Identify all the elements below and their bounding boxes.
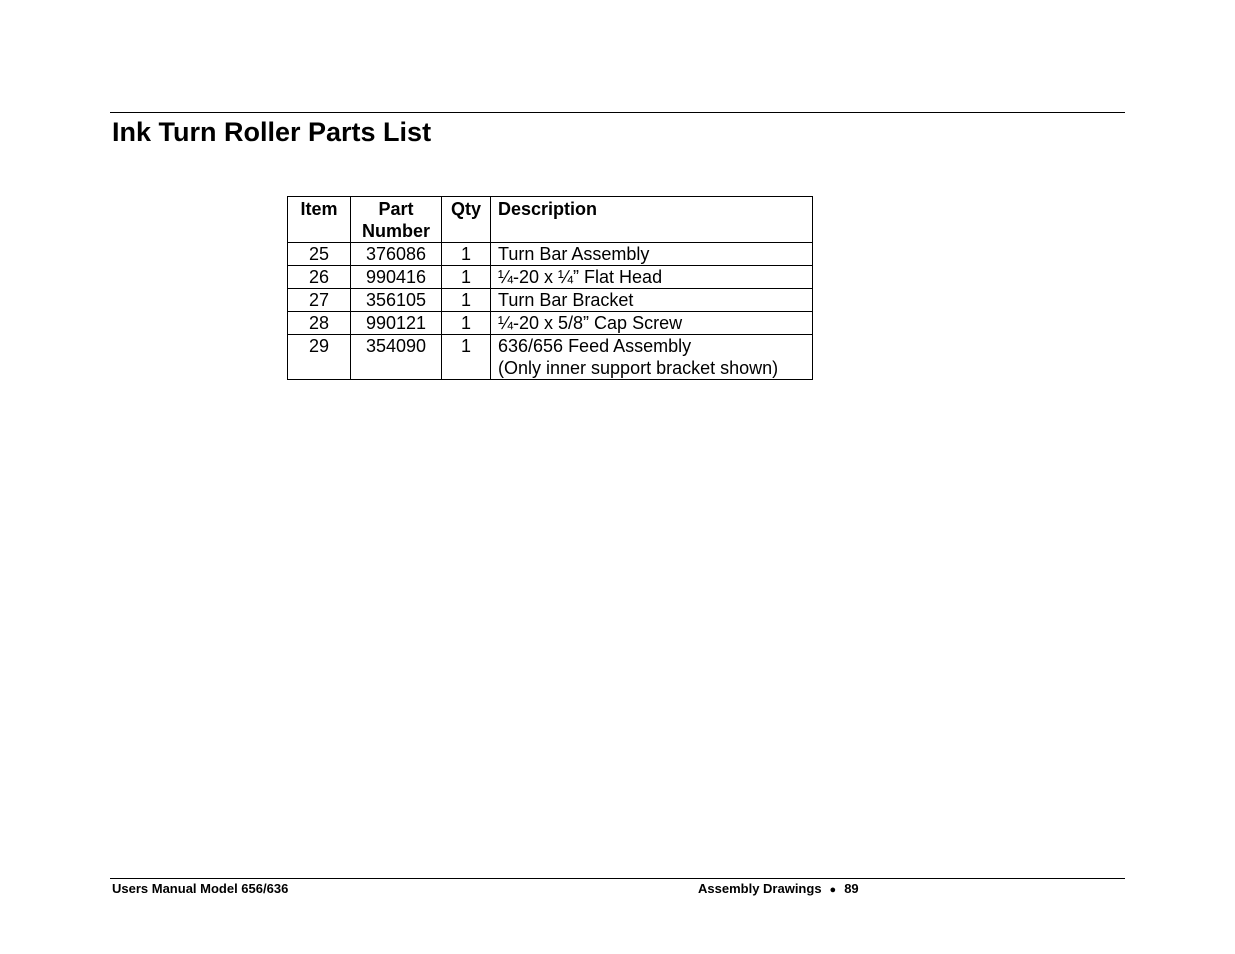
cell-description xyxy=(491,312,813,335)
column-header-part-line1: Part xyxy=(378,199,414,219)
column-header-part-line2: Number xyxy=(361,221,430,241)
description-line-secondary: (Only inner support bracket shown) xyxy=(498,358,779,378)
cell-description xyxy=(491,266,813,289)
cell-qty: 1 xyxy=(442,266,491,289)
table-row xyxy=(288,312,813,335)
cell-part-number: 354090 xyxy=(351,335,442,380)
cell-part-number: 376086 xyxy=(351,243,442,266)
table-row xyxy=(288,335,813,380)
table-row xyxy=(288,266,813,289)
header-rule xyxy=(110,112,1125,113)
cell-qty: 1 xyxy=(442,243,491,266)
cell-item: 26 xyxy=(288,266,351,289)
cell-item: 28 xyxy=(288,312,351,335)
parts-table xyxy=(287,196,813,380)
cell-part-number: 990416 xyxy=(351,266,442,289)
footer-section xyxy=(698,881,859,896)
cell-item: 29 xyxy=(288,335,351,380)
description-line: ¼-20 x 5/8” Cap Screw xyxy=(498,313,683,333)
page-title: Ink Turn Roller Parts List xyxy=(112,117,432,147)
description-line: ¼-20 x ¼” Flat Head xyxy=(498,267,663,287)
table-header-row xyxy=(288,197,813,243)
cell-item: 27 xyxy=(288,289,351,312)
cell-description xyxy=(491,335,813,380)
column-header-description: Description xyxy=(491,197,813,243)
column-header-qty: Qty xyxy=(442,197,491,243)
footer-manual-title: Users Manual Model 656/636 xyxy=(112,881,289,896)
cell-part-number: 990121 xyxy=(351,312,442,335)
cell-qty: 1 xyxy=(442,312,491,335)
column-header-item: Item xyxy=(288,197,351,243)
cell-description xyxy=(491,243,813,266)
cell-item: 25 xyxy=(288,243,351,266)
description-line: 636/656 Feed Assembly xyxy=(498,336,692,356)
cell-qty: 1 xyxy=(442,289,491,312)
footer-rule xyxy=(110,878,1125,879)
cell-description xyxy=(491,289,813,312)
description-line: Turn Bar Bracket xyxy=(498,290,634,310)
bullet-icon: ● xyxy=(829,884,837,896)
column-header-part-number xyxy=(351,197,442,243)
footer-page-number: 89 xyxy=(844,881,859,896)
table-row xyxy=(288,289,813,312)
table-row xyxy=(288,243,813,266)
cell-qty: 1 xyxy=(442,335,491,380)
cell-part-number: 356105 xyxy=(351,289,442,312)
footer-section-name: Assembly Drawings xyxy=(698,881,822,896)
description-line: Turn Bar Assembly xyxy=(498,244,650,264)
